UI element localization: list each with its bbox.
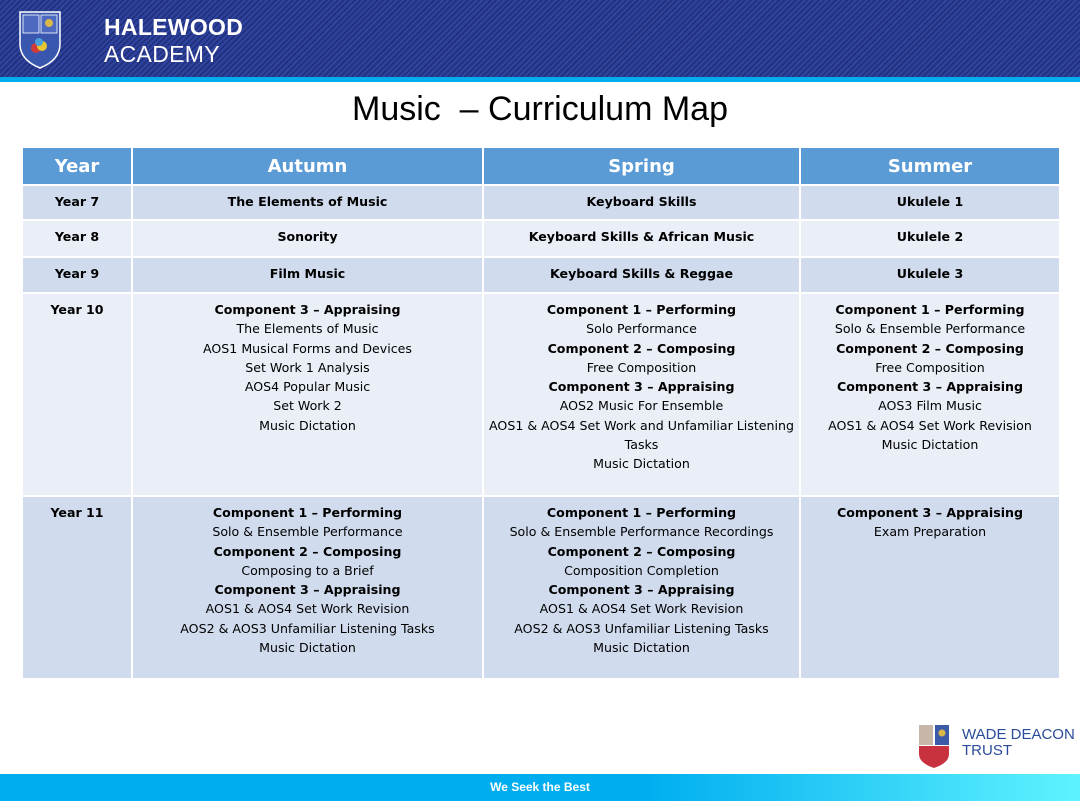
spring-cell	[483, 220, 800, 257]
school-name-line2: ACADEMY	[104, 41, 220, 67]
trust-name-line1: WADE DEACON	[962, 726, 1075, 743]
header-summer: Summer	[800, 147, 1060, 185]
topic-line: AOS2 Music For Ensemble	[559, 398, 724, 414]
component-heading: The Elements of Music	[227, 194, 388, 209]
header-autumn: Autumn	[132, 147, 483, 185]
component-heading: Component 2 – Composing	[547, 543, 736, 559]
component-heading: Component 3 – Appraising	[837, 505, 1023, 520]
topic-line: Music Dictation	[259, 417, 356, 433]
curriculum-table	[21, 146, 1061, 680]
topic-line: Solo & Ensemble Performance	[212, 524, 403, 540]
topic-line: Music Dictation	[259, 640, 356, 656]
school-name	[104, 14, 243, 68]
topic-line: AOS1 & AOS4 Set Work and Unfamiliar Listening Tasks	[489, 417, 794, 453]
component-heading: Component 1 – Performing	[546, 302, 737, 317]
spring-cell	[483, 293, 800, 496]
topic-line: Music Dictation	[881, 437, 979, 453]
topic-line: AOS1 & AOS4 Set Work Revision	[205, 601, 410, 617]
topic-line: Composing to a Brief	[241, 562, 374, 578]
topic-line: AOS1 Musical Forms and Devices	[203, 340, 412, 356]
table-row	[22, 220, 1060, 257]
year-cell: Year 10	[22, 293, 132, 496]
component-heading: Component 1 – Performing	[546, 505, 737, 520]
trust-crest-icon	[918, 724, 952, 768]
topic-line: AOS1 & AOS4 Set Work Revision	[539, 601, 744, 617]
component-heading: Component 3 – Appraising	[214, 582, 401, 598]
header-spring: Spring	[483, 147, 800, 185]
topic-line: Composition Completion	[564, 562, 719, 578]
summer-cell	[800, 220, 1060, 257]
table-row	[22, 257, 1060, 293]
component-heading: Component 1 – Performing	[212, 505, 403, 520]
component-heading: Film Music	[269, 266, 346, 281]
component-heading: Component 2 – Composing	[547, 340, 736, 356]
trust-name	[962, 727, 1075, 759]
footer-bar	[0, 774, 1080, 801]
topic-line: Exam Preparation	[873, 524, 987, 540]
topic-line: AOS3 Film Music	[878, 398, 982, 414]
table-header-row	[22, 147, 1060, 185]
spring-cell	[483, 496, 800, 679]
topic-line: The Elements of Music	[236, 321, 379, 337]
summer-cell	[800, 257, 1060, 293]
component-heading: Keyboard Skills	[586, 194, 697, 209]
topic-line: Solo & Ensemble Performance Recordings	[509, 524, 774, 540]
spring-cell	[483, 257, 800, 293]
trust-name-line2: TRUST	[962, 742, 1012, 759]
autumn-cell	[132, 185, 483, 220]
autumn-cell	[132, 496, 483, 679]
component-heading: Ukulele 1	[896, 194, 964, 209]
table-row	[22, 293, 1060, 496]
year-cell: Year 7	[22, 185, 132, 220]
topic-line: Music Dictation	[593, 640, 690, 656]
page-title: Music – Curriculum Map	[352, 90, 728, 128]
table-row	[22, 496, 1060, 679]
table-row	[22, 185, 1060, 220]
component-heading: Component 1 – Performing	[835, 302, 1025, 317]
spring-cell	[483, 185, 800, 220]
topic-line: AOS2 & AOS3 Unfamiliar Listening Tasks	[180, 620, 435, 636]
component-heading: Ukulele 2	[896, 229, 964, 244]
topic-line: Music Dictation	[593, 456, 690, 472]
school-name-line1: HALEWOOD	[104, 14, 244, 40]
year-cell: Year 9	[22, 257, 132, 293]
component-heading: Component 2 – Composing	[836, 340, 1024, 356]
component-heading: Component 2 – Composing	[213, 543, 402, 559]
autumn-cell	[132, 257, 483, 293]
topic-line: Set Work 2	[273, 398, 342, 414]
summer-cell	[800, 496, 1060, 679]
component-heading: Component 3 – Appraising	[214, 302, 401, 317]
header-band	[0, 0, 1080, 77]
summer-cell	[800, 185, 1060, 220]
component-heading: Component 3 – Appraising	[837, 379, 1023, 395]
component-heading: Keyboard Skills & Reggae	[549, 266, 733, 281]
component-heading: Component 3 – Appraising	[548, 582, 735, 598]
topic-line: Solo & Ensemble Performance	[834, 321, 1026, 337]
topic-line: AOS4 Popular Music	[244, 379, 371, 395]
topic-line: AOS2 & AOS3 Unfamiliar Listening Tasks	[514, 620, 769, 636]
topic-line: Solo Performance	[586, 321, 697, 337]
component-heading: Ukulele 3	[896, 266, 964, 281]
header-stripe	[0, 77, 1080, 82]
footer-motto: We Seek the Best	[490, 780, 590, 794]
autumn-cell	[132, 293, 483, 496]
year-cell: Year 11	[22, 496, 132, 679]
autumn-cell	[132, 220, 483, 257]
component-heading: Component 3 – Appraising	[548, 379, 735, 395]
header-year: Year	[22, 147, 132, 185]
topic-line: AOS1 & AOS4 Set Work Revision	[828, 417, 1032, 433]
summer-cell	[800, 293, 1060, 496]
topic-line: Free Composition	[875, 359, 985, 375]
topic-line: Free Composition	[586, 359, 697, 375]
school-crest-icon	[18, 10, 62, 70]
topic-line: Set Work 1 Analysis	[245, 359, 370, 375]
year-cell: Year 8	[22, 220, 132, 257]
component-heading: Keyboard Skills & African Music	[528, 229, 755, 244]
component-heading: Sonority	[277, 229, 338, 244]
